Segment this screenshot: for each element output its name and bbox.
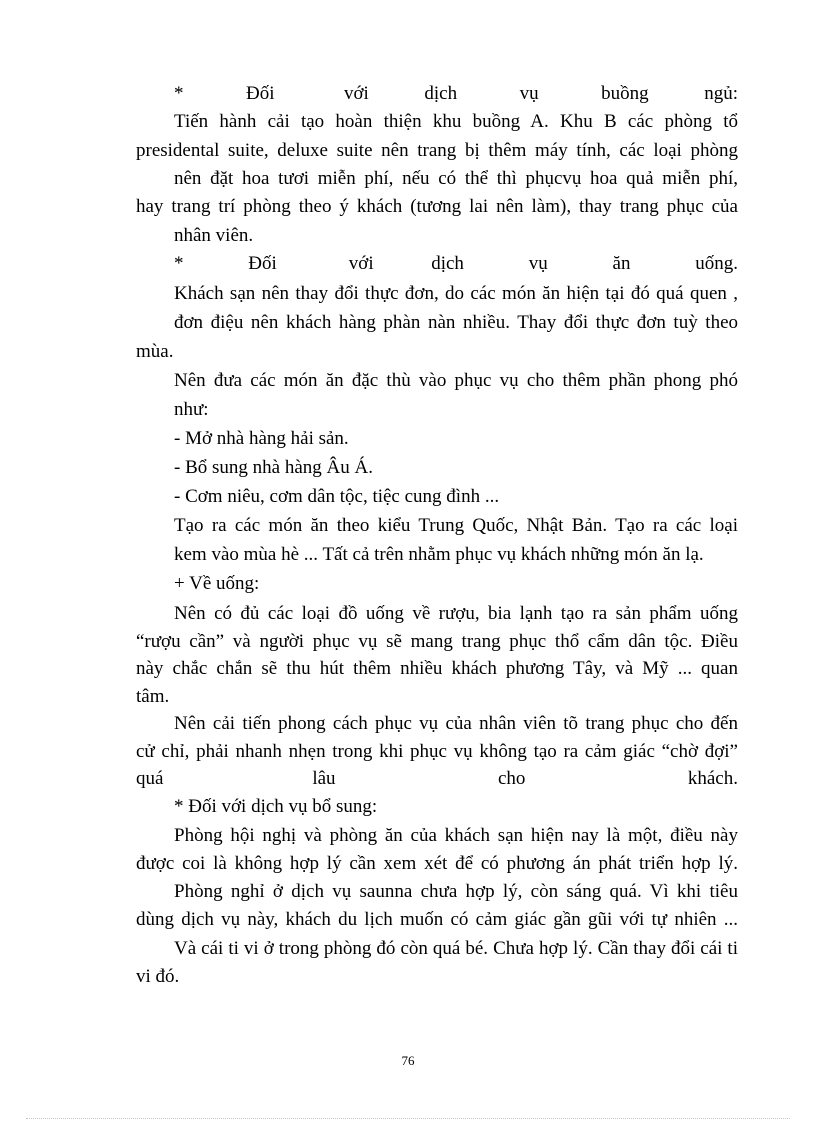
text-line: dùng dịch vụ này, khách du lịch muốn có cảm giác gần gũi với tự nhiên ... [136, 909, 738, 930]
text-line: presidental suite, deluxe suite nên trang bị thêm máy tính, các loại phòng [136, 140, 738, 161]
page-number: 76 [401, 1053, 415, 1068]
text-line: được coi là không hợp lý cần xem xét để có phương án phát triển hợp lý. [136, 853, 738, 874]
heading-drinks: + Về uống: [174, 573, 260, 594]
text-line: Nên đưa các món ăn đặc thù vào phục vụ cho thêm phần phong phó [174, 370, 738, 391]
text-line: Phòng hội nghị và phòng ăn của khách sạn hiện nay là một, điều này [174, 825, 738, 846]
text-line: vi đó. [136, 966, 180, 987]
text-line: đơn điệu nên khách hàng phàn nàn nhiều. Thay đổi thực đơn tuỳ theo [174, 312, 738, 333]
text-line: “rượu cần” và người phục vụ sẽ mang trang phục thổ cẩm dân tộc. Điều [136, 631, 738, 652]
text-line: Tạo ra các món ăn theo kiểu Trung Quốc, Nhật Bản. Tạo ra các loại [174, 515, 738, 536]
heading-extra-service: * Đối với dịch vụ bổ sung: [174, 796, 378, 817]
text-line: hay trang trí phòng theo ý khách (tương lai nên làm), thay trang phục của [136, 196, 738, 217]
text-line: nên đặt hoa tươi miễn phí, nếu có thể thì phụcvụ hoa quả miễn phí, [174, 168, 738, 189]
heading-food-service: * Đối với dịch vụ ăn uống. [174, 253, 738, 274]
text-line: Tiến hành cải tạo hoàn thiện khu buồng A. Khu B các phòng tổ [174, 111, 738, 132]
text-line: Nên có đủ các loại đồ uống về rượu, bia lạnh tạo ra sản phẩm uống [174, 603, 738, 624]
heading-room-service: * Đối với dịch vụ buồng ngủ: [174, 83, 738, 104]
text-line: Nên cải tiến phong cách phục vụ của nhân viên tõ trang phục cho đến [174, 713, 738, 734]
page-bottom-rule [26, 1118, 790, 1119]
text-line: tâm. [136, 686, 170, 707]
text-line: như: [174, 399, 209, 420]
text-line: quá lâu cho khách. [136, 768, 738, 789]
text-line: Khách sạn nên thay đổi thực đơn, do các món ăn hiện tại đó quá quen , [174, 283, 738, 304]
list-item: - Bổ sung nhà hàng Âu Á. [174, 457, 373, 478]
text-line: cử chỉ, phải nhanh nhẹn trong khi phục vụ không tạo ra cảm giác “chờ đợi” [136, 741, 738, 762]
text-line: này chắc chắn sẽ thu hút thêm nhiều khách phương Tây, và Mỹ ... quan [136, 658, 738, 679]
text-line: Phòng nghỉ ở dịch vụ saunna chưa hợp lý, còn sáng quá. Vì khi tiêu [174, 881, 738, 902]
text-line: Và cái ti vi ở trong phòng đó còn quá bé. Chưa hợp lý. Cần thay đổi cái ti [174, 938, 738, 959]
text-line: kem vào mùa hè ... Tất cả trên nhằm phục vụ khách những món ăn lạ. [174, 544, 704, 565]
text-line: mùa. [136, 341, 174, 362]
list-item: - Cơm niêu, cơm dân tộc, tiệc cung đình ... [174, 486, 500, 507]
text-line: nhân viên. [174, 225, 254, 246]
list-item: - Mở nhà hàng hải sản. [174, 428, 349, 449]
